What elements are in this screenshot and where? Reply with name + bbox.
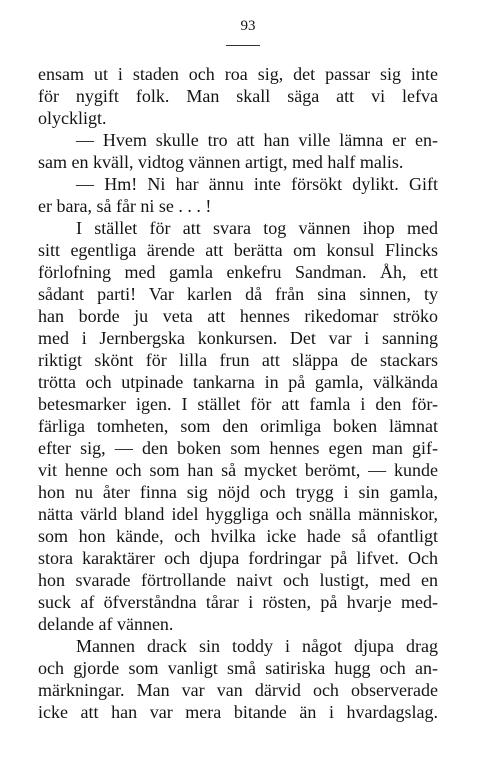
body-text — [38, 63, 438, 723]
text-line: suck af öfverståndna tårar i rösten, på hvarje med- — [38, 592, 438, 612]
text-line: som hon kände, och hvilka icke hade så ofantligt — [38, 526, 438, 546]
text-line: er bara, så får ni se . . . ! — [38, 196, 212, 216]
text-line: sam en kväll, vidtog vännen artigt, med half malis. — [38, 152, 404, 172]
text-line: stora karaktärer och djupa fordringar på lifvet. Och — [38, 548, 438, 568]
page-number: 93 — [240, 18, 256, 34]
text-line: — Hm! Ni har ännu inte försökt dylikt. Gift — [76, 174, 438, 194]
text-line: efter sig, — den boken som hennes egen man gif- — [38, 438, 438, 458]
text-line: för nygift folk. Man skall säga att vi lefva — [38, 86, 438, 106]
text-line: vit henne och som han så mycket berömt, — kunde — [38, 460, 438, 480]
text-line: hon nu åter finna sig nöjd och trygg i sin gamla, — [38, 482, 438, 502]
text-line: färliga tomheten, som den orimliga boken lämnat — [38, 416, 438, 436]
text-line: delande af vännen. — [38, 614, 174, 634]
text-line: ensam ut i staden och roa sig, det passar sig inte — [38, 64, 438, 84]
text-line: Mannen drack sin toddy i något djupa drag — [76, 636, 438, 656]
text-line: hon svarade förtrollande naivt och lustigt, med en — [38, 570, 438, 590]
text-line: I stället för att svara tog vännen ihop med — [76, 218, 438, 238]
text-line: nätta värld bland idel hyggliga och snälla människor, — [38, 504, 438, 524]
text-line: olyckligt. — [38, 108, 107, 128]
text-line: sitt egentliga ärende att berätta om konsul Flincks — [38, 240, 438, 260]
text-line: förlofning med gamla enkefru Sandman. Åh, ett — [38, 262, 438, 282]
text-line: han borde ju veta att hennes rikedomar ströko — [38, 306, 438, 326]
text-line: riktigt skönt för lilla frun att släppa de stackars — [38, 350, 438, 370]
text-line: icke att han var mera bitande än i hvardagslag. — [38, 702, 438, 722]
text-line: trötta och utpinade tankarna in på gamla, välkända — [38, 372, 438, 392]
text-line: med i Jernbergska konkursen. Det var i sanning — [38, 328, 438, 348]
page-number-rule — [226, 45, 260, 46]
text-line: — Hvem skulle tro att han ville lämna er en- — [76, 130, 438, 150]
text-line: sådant parti! Var karlen då från sina sinnen, ty — [38, 284, 438, 304]
text-line: betesmarker igen. I stället för att famla i den för- — [38, 394, 438, 414]
text-line: och gjorde som vanligt små satiriska hugg och an- — [38, 658, 438, 678]
text-line: märkningar. Man var van därvid och observerade — [38, 680, 438, 700]
